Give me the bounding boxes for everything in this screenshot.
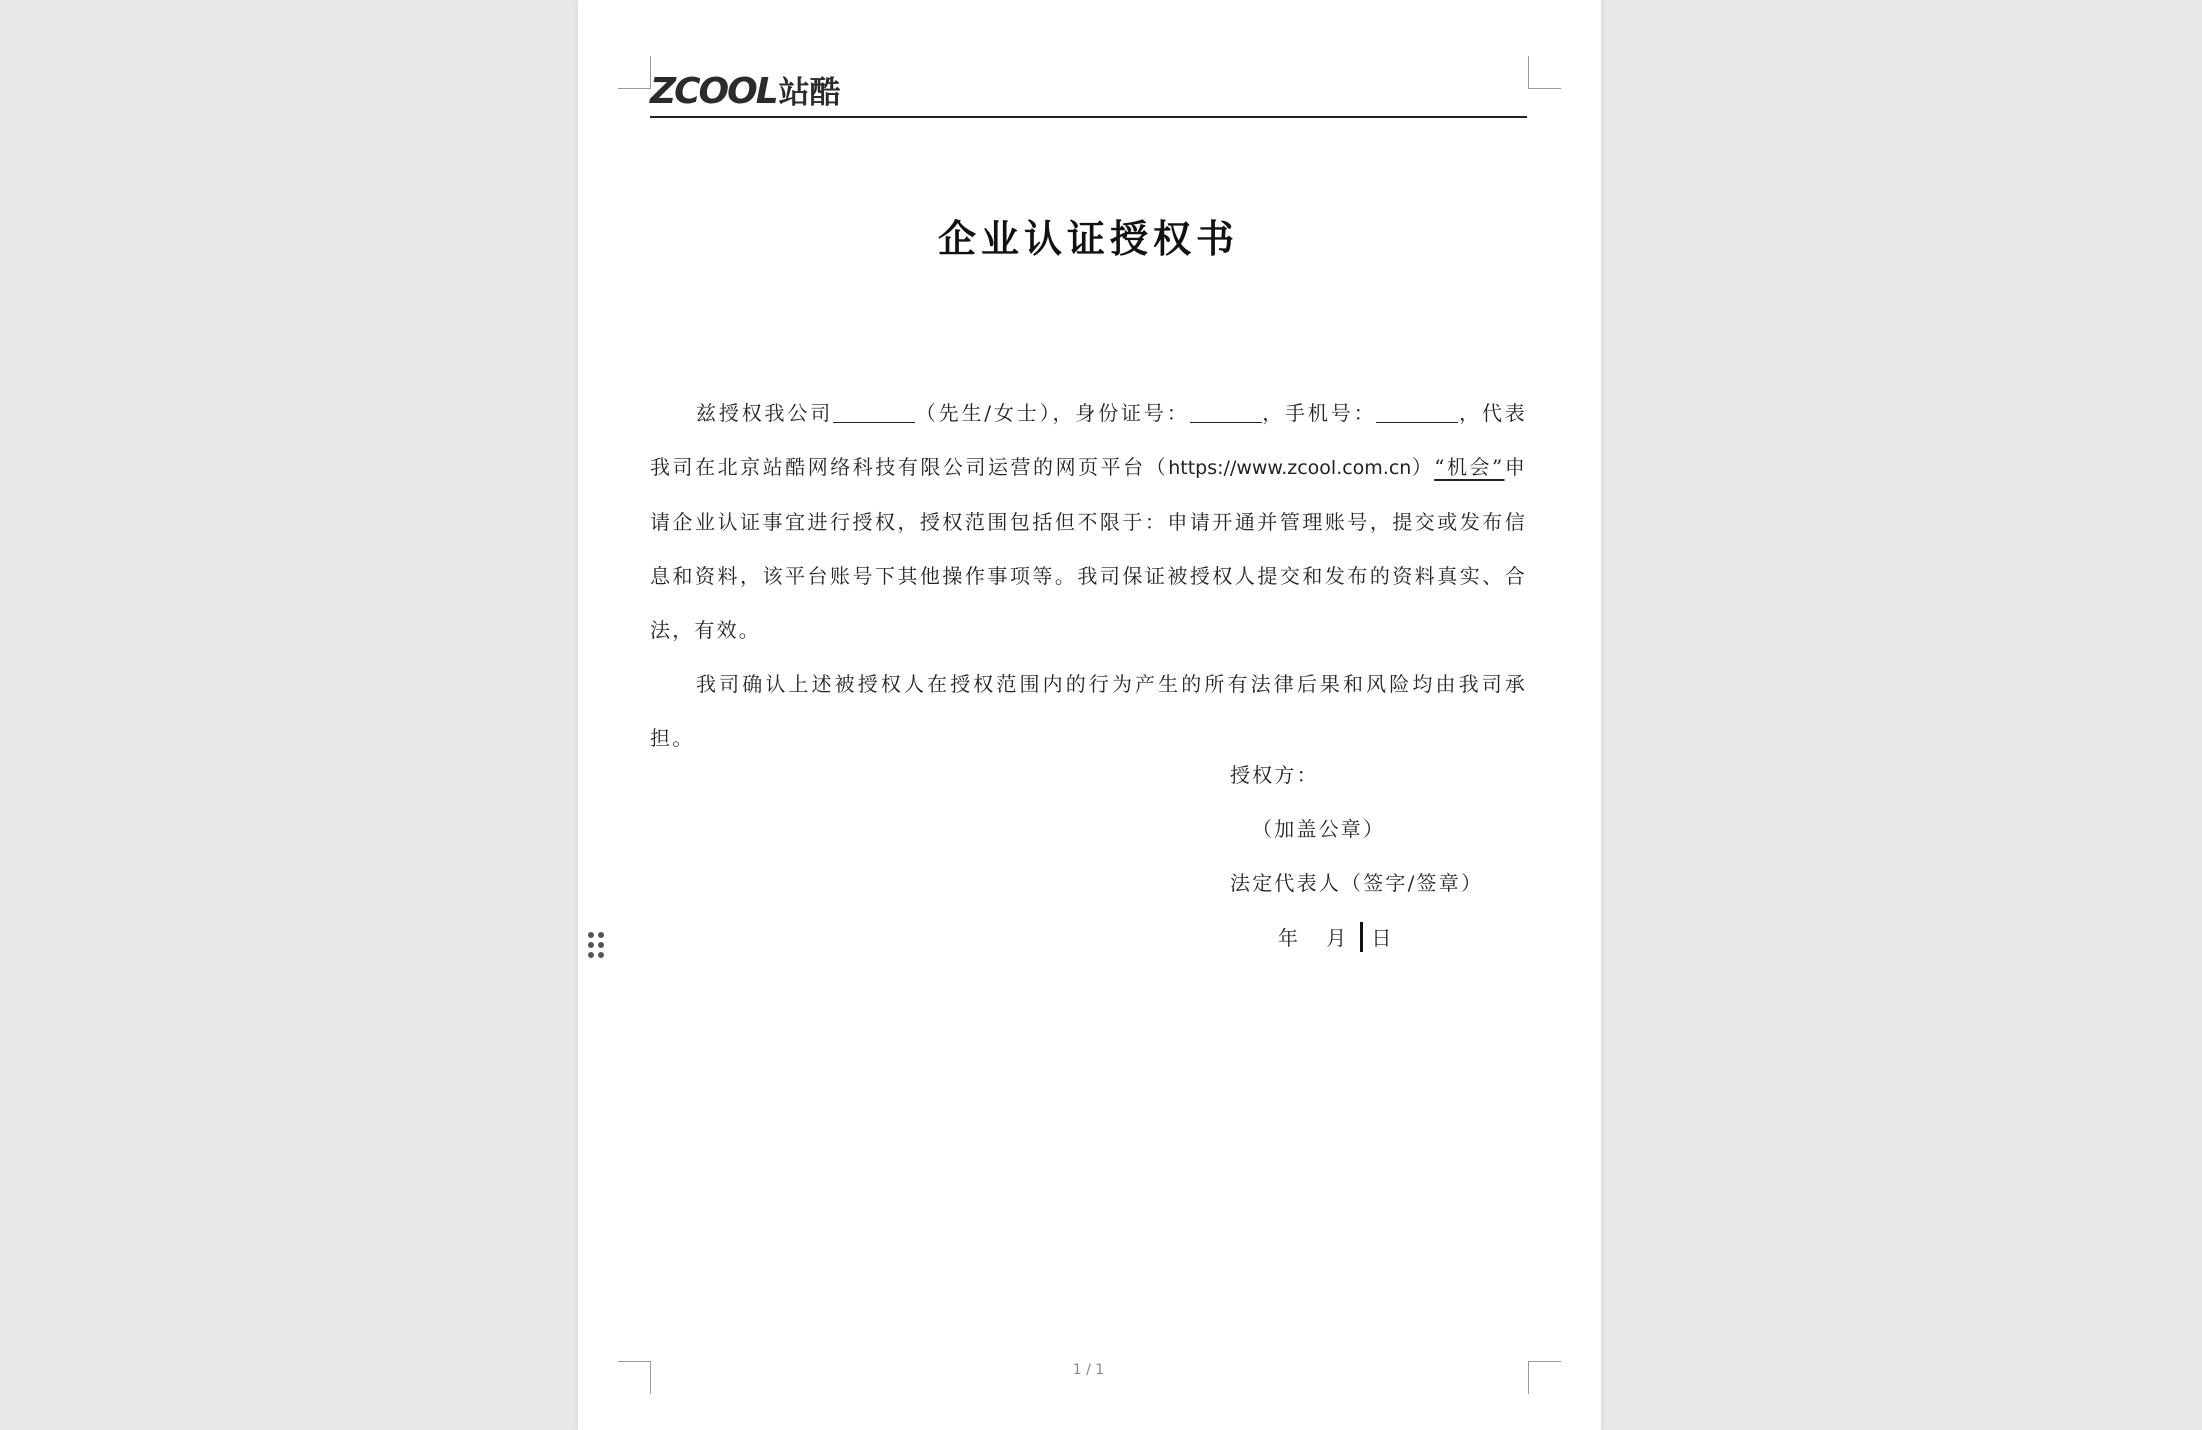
representative-label: 法定代表人（签字/签章） xyxy=(1230,871,1484,895)
platform-url: https://www.zcool.com.cn xyxy=(1168,457,1412,479)
month-label: 月 xyxy=(1326,926,1349,950)
drag-handle-icon[interactable] xyxy=(588,932,604,964)
scrollbar-edge[interactable] xyxy=(2190,14,2202,64)
para1-text-5: ） xyxy=(1411,455,1435,479)
crop-mark-top-right xyxy=(1528,56,1561,89)
date-line[interactable] xyxy=(1278,922,1394,953)
document-title: 企业认证授权书 xyxy=(937,216,1239,261)
crop-mark-top-left xyxy=(618,56,651,89)
document-body[interactable] xyxy=(650,386,1527,765)
zcool-logo xyxy=(650,71,841,112)
para1-text-1: 兹授权我公司 xyxy=(696,401,834,425)
para1-text-2: （先生/女士），身份证号： xyxy=(915,401,1190,425)
blank-id-number-field[interactable] xyxy=(1190,398,1262,423)
blank-phone-field[interactable] xyxy=(1376,398,1458,423)
day-label: 日 xyxy=(1371,926,1394,950)
paragraph-authorization xyxy=(650,386,1527,657)
header-divider xyxy=(650,116,1527,118)
platform-name-highlight: “机会” xyxy=(1434,455,1505,479)
year-label: 年 xyxy=(1278,926,1301,950)
para1-text-3: ，手机号： xyxy=(1261,401,1377,425)
para1-text-6: 申请企业认证事宜进行授权，授权范围包括但不限于：申请开通并管理账号，提交或发布信息和资料，该平台账号下其他操作事项等。我司保证被授权人提交和发布的资料真实、合法，有效。 xyxy=(650,455,1528,642)
page-number: 1 / 1 xyxy=(1072,1362,1105,1378)
logo-latin-text: ZCOOL xyxy=(650,71,777,112)
grantor-label: 授权方： xyxy=(1230,763,1319,787)
text-cursor xyxy=(1360,922,1363,952)
seal-label: （加盖公章） xyxy=(1252,817,1386,841)
paragraph-liability: 我司确认上述被授权人在授权范围内的行为产生的所有法律后果和风险均由我司承担。 xyxy=(650,672,1527,750)
blank-name-field[interactable] xyxy=(833,398,915,423)
logo-cjk-text: 站酷 xyxy=(778,75,841,111)
document-page[interactable] xyxy=(578,0,1601,1430)
para1-text-4: ，代表我司在北京站酷网络科技有限公司运营的网页平台（ xyxy=(650,401,1528,479)
crop-mark-bottom-left xyxy=(618,1361,651,1394)
crop-mark-bottom-right xyxy=(1528,1361,1561,1394)
